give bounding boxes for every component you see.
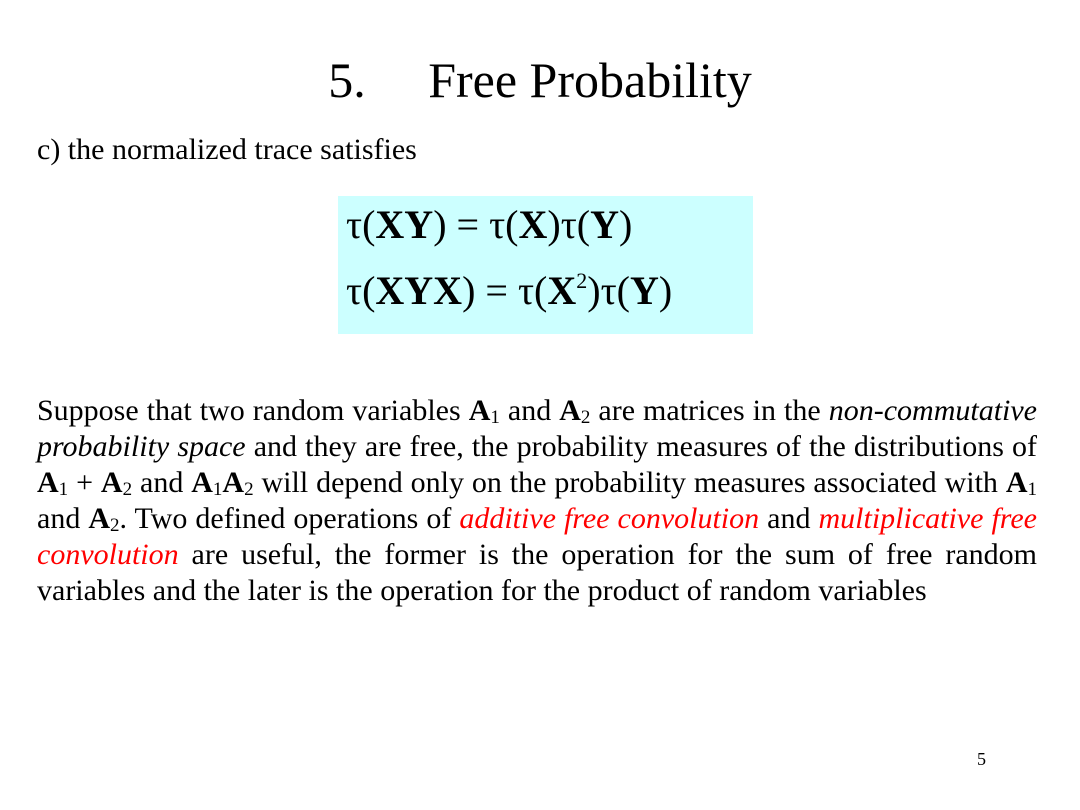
- additive-term: additive free convolution: [459, 502, 760, 535]
- subtitle: c) the normalized trace satisfies: [37, 133, 417, 166]
- formula-line-2: $\tau(XYX) = \tau(X^2)\tau(Y)$: [346, 267, 673, 313]
- body-paragraph: Suppose that two random variables $A_1$ and $A_2$ are matrices in the non-commutative probability space and they are free, the probability measures of the distributions of $A_1 + A_2$ and $A_1A_2$ will depend only on the probability measures associated with $A_1$ and $A_2$. Two defined operations of additive free convolution and multiplicative free convolution are useful, the former is the operation for the sum of free random variables and the later is the operation for the product of random variables: [37, 394, 1038, 607]
- nc-space-term: non-commutative probability space: [37, 394, 1037, 463]
- formula-box: [338, 196, 753, 334]
- slide-title: 5. Free Probability: [328, 52, 752, 108]
- page-number: 5: [977, 749, 986, 769]
- multiplicative-term: multiplicative free convolution: [37, 502, 1037, 571]
- formula-line-1: τ(XY) = τ(X)τ(Y): [346, 202, 633, 247]
